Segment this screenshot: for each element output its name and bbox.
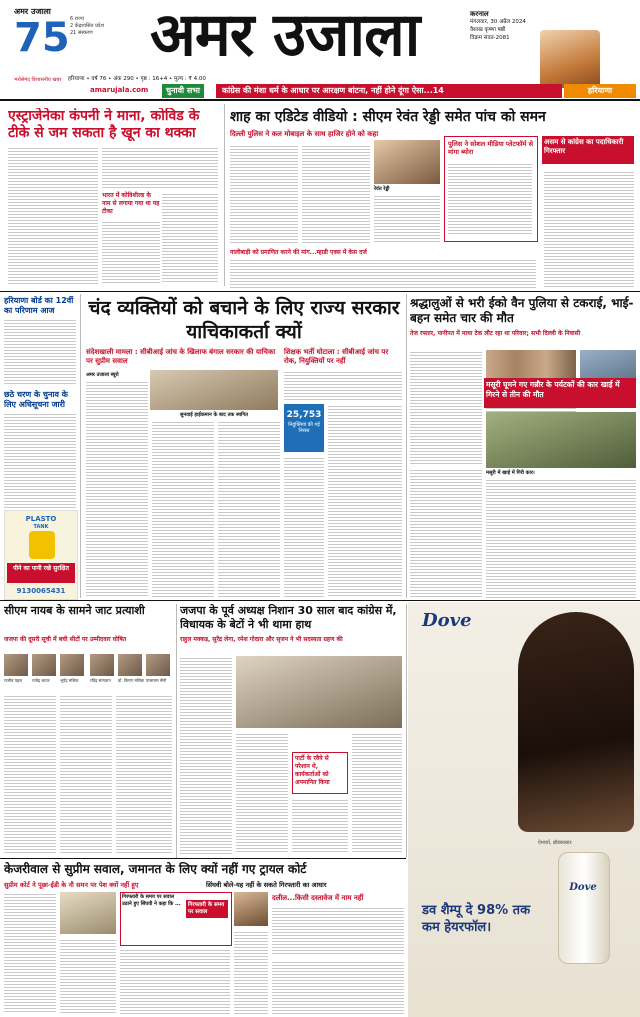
candidate-6: पालाराम सैनी — [146, 678, 167, 683]
plasto-phone: 9130065431 — [16, 587, 66, 595]
main-body-2 — [152, 420, 214, 598]
shikshak-body-3 — [284, 456, 324, 598]
shikshak-body-1 — [284, 370, 402, 400]
dove-tag: ऐश्वर्या, ब्रॉडकास्टर — [538, 840, 572, 846]
assam-headline: असम से कांग्रेस का पदाधिकारी गिरफ्तार — [542, 136, 634, 164]
astra-headline: एस्ट्राजेनेका कंपनी ने माना, कोविड के टीके से जम सकता है खून का थक्का — [8, 108, 200, 141]
anniversary-logo — [14, 6, 70, 96]
jjp-body-3 — [292, 798, 348, 854]
naladi-body — [230, 258, 536, 288]
edition-info — [70, 16, 140, 37]
hbse-headline: हरियाणा बोर्ड का 12वीं का परिणाम आज — [4, 296, 74, 315]
astra-body-left — [8, 146, 98, 284]
revanth-photo — [374, 140, 440, 184]
saini-body-3 — [116, 694, 172, 854]
astra-body-right — [162, 192, 218, 284]
supreme-court-photo — [60, 892, 116, 934]
shah-body-2 — [302, 144, 370, 244]
court-photo — [150, 370, 278, 410]
stat-box — [284, 404, 324, 452]
date-block — [470, 10, 540, 42]
anniversary-number: 75 — [14, 15, 70, 61]
dalil-body-2 — [272, 960, 404, 1014]
logo-small: अमर उजाला — [14, 7, 51, 16]
modi-photo — [540, 30, 600, 88]
shikshak-body-2 — [328, 404, 402, 598]
newspaper-title: अमर उजाला — [150, 0, 420, 70]
shikshak-line: शिक्षक भर्ती घोटाला : सीबीआई जांच पर रोक, नियुक्तियों पर नहीं — [284, 348, 389, 365]
jjp-body-4 — [352, 732, 402, 854]
jjp-body-2 — [236, 732, 288, 854]
mussoorie-body-2 — [486, 478, 636, 598]
saini-body-1 — [4, 694, 56, 854]
kejriwal-photo — [234, 892, 268, 926]
accident-subhead: तेज रफ्तार, पानीपत में माथा टेक लौट रहा था परिवार; सभी दिल्ली के निवासी — [410, 330, 581, 337]
dove-bottle-logo: Dove — [569, 882, 597, 893]
main-body-3 — [218, 420, 280, 598]
masthead — [0, 0, 640, 98]
astra-subhead: भारत में कोविशील्ड के नाम से लगाया गया था यह टीका — [102, 192, 160, 215]
kejriwal-body-3 — [120, 948, 230, 1014]
victims-photos — [486, 350, 576, 378]
police-box-title: पुलिस ने सोशल मीडिया प्लेटफॉर्म से मांगा ब्योरा — [448, 140, 533, 156]
sandeshkhali-line: संदेशखाली मामला : सीबीआई जांच के खिलाफ बंगाल सरकार की याचिका पर सुप्रीम सवाल — [86, 348, 276, 365]
website[interactable]: amarujala.com — [90, 86, 149, 94]
candidate-5: डॉ. किरण मलिक — [118, 678, 144, 683]
singhvi-line: सिंघवी बोले-यह नहीं के सकते गिरफ्तारी का आधार — [206, 881, 327, 889]
jjp-body-1 — [180, 656, 232, 854]
mussoorie-caption: मसूरी में खाई में गिरी कार। — [486, 470, 535, 476]
kejriwal-body-2 — [60, 938, 116, 1014]
tagline: भरोसेमंद विश्वसनीय खबर — [14, 77, 62, 83]
police-box-body — [448, 162, 532, 236]
city: करनाल — [470, 10, 489, 18]
date-line-2: वैशाख कृष्णा षष्ठी — [470, 27, 506, 33]
date-line: मंगलवार, 30 अप्रैल 2024 — [470, 19, 526, 25]
candidate-1: राजीव पहल — [4, 678, 23, 683]
main-body-1 — [86, 380, 148, 598]
mussoorie-photo — [486, 412, 636, 468]
edition-line-1: 6 राज्य — [70, 16, 84, 22]
bureau-line: अमर उजाला ब्यूरो — [86, 372, 119, 378]
naladi-line: नालीबाड़ी को प्रमाणित करने की मांग...म्हाडी एक्स में केस दर्ज — [230, 249, 367, 256]
plasto-tank-label: TANK — [33, 524, 49, 530]
saini-headline: सीएम नायब के सामने जाट प्रत्याशी — [4, 604, 145, 617]
kejriwal-body-1 — [4, 892, 56, 1014]
haryana-label: हरियाणा — [564, 84, 636, 98]
candidate-row — [4, 654, 172, 690]
model-photo — [518, 612, 634, 832]
plasto-ad — [4, 510, 78, 600]
jjp-subhead: राहुल मक्कड़, सुरेंद्र लेगा, रमेश गोदारा और सृजन ने भी सदस्यता ग्रहण की — [180, 636, 343, 643]
plasto-line: पीने का पानी रखे सुरक्षित — [7, 563, 75, 583]
dove-bottle — [558, 852, 610, 964]
dalil-headline: दलील...किसी दस्तावेज में नाम नहीं — [272, 894, 364, 902]
shah-headline: शाह का एडिटेड वीडियो : सीएम रेवंत रेड्डी समेत पांच को समन — [230, 109, 546, 125]
main-headline: चंद व्यक्तियों को बचाने के लिए राज्य सरकार याचिकाकर्ता क्यों — [88, 297, 400, 343]
astra-body-mid2 — [102, 220, 160, 284]
edition-line-2: 2 केंद्रशासित प्रदेश — [70, 23, 104, 29]
shah-subhead: दिल्ली पुलिस ने कल मोबाइल के साथ हाजिर होने को कहा — [230, 130, 379, 138]
kejriwal-subhead: सुप्रीम कोर्ट ने पूछा-ईडी के नौ समन पर पेश क्यों नहीं हुए — [4, 881, 139, 889]
candidate-2: राजेंद्र लाठर — [32, 678, 50, 683]
dove-logo: Dove — [422, 610, 472, 631]
jjp-headline: जजपा के पूर्व अध्यक्ष निशान 30 साल बाद कांग्रेस में, विधायक के बेटों ने भी थामा हाथ — [180, 604, 397, 631]
tank-illustration — [29, 531, 55, 559]
kejriwal-headline: केजरीवाल से सुप्रीम सवाल, जमानत के लिए क्यों नहीं गए ट्रायल कोर्ट — [4, 862, 307, 876]
mussoorie-headline: मसूरी घूमने गए गन्नौर के पर्यटकों की कार खाई में गिरने से तीन की मौत — [484, 378, 636, 408]
chhath-headline: छठे चरण के चुनाव के लिए अधिसूचना जारी — [4, 390, 68, 409]
kejriwal-box-label: गिरफ्तारी के समय पर सवाल — [186, 900, 228, 918]
candidate-4: रविंद्र सांगवान — [90, 678, 111, 683]
edition-line-3: 21 संस्करण — [70, 30, 93, 36]
shah-body-3 — [374, 194, 440, 244]
stat-label: नियुक्तियां की गई निरस्त — [288, 422, 320, 434]
revanth-caption: रेवंत रेड्डी — [374, 186, 390, 192]
dove-ad — [408, 602, 640, 1017]
dalil-body-1 — [272, 906, 404, 956]
assam-body — [544, 170, 634, 288]
kejriwal-box-text: गिरफ्तारी के समय पर सवाल उठाने हुए सिंघवी ने कहा कि ... — [122, 894, 181, 907]
hbse-body — [4, 318, 76, 386]
accident-body-1 — [410, 350, 482, 464]
stat-number: 25,753 — [286, 410, 322, 420]
saini-body-2 — [60, 694, 112, 854]
price-line: हरियाणा • वर्ष 76 • अंक 290 • पृष्ठ : 16+4 • मूल्य : ₹ 4.00 — [68, 76, 206, 82]
jjp-photo — [236, 656, 402, 728]
plasto-brand: PLASTO — [25, 515, 57, 523]
kejriwal-body-4 — [234, 930, 268, 1014]
accident-headline: श्रद्धालुओं से भरी ईको वैन पुलिया से टकराई, भाई-बहन समेत चार की मौत — [410, 296, 634, 325]
top-banner: कांग्रेस की मंशा धर्म के आधार पर आरक्षण बांटना, नहीं होने दूंगा ऐसा...14 — [216, 84, 562, 98]
candidate-3: भूपेंद्र मलिक — [60, 678, 79, 683]
jjp-quote: पार्टी के रवैये से परेशान थे, कार्यकर्ताओं को अपमानित किया — [292, 752, 348, 794]
chhath-body — [4, 412, 76, 508]
saini-subhead: जजपा की दूसरी सूची में बची सीटों पर उम्मीदवार घोषित — [4, 636, 127, 643]
chunavi-label: चुनावी सभा — [162, 84, 204, 98]
hearing-caption: सुनवाई हाईकमान के बाद तक स्थगित — [179, 412, 249, 418]
shah-body-1 — [230, 144, 298, 244]
mussoorie-body-1 — [410, 468, 482, 598]
dove-line: डव शैम्पू दे 98% तक कम हेयरफॉल। — [422, 903, 531, 935]
date-line-3: विक्रम संवत-2081 — [470, 35, 510, 41]
website-bar — [80, 84, 640, 98]
astra-body-mid — [102, 146, 218, 190]
